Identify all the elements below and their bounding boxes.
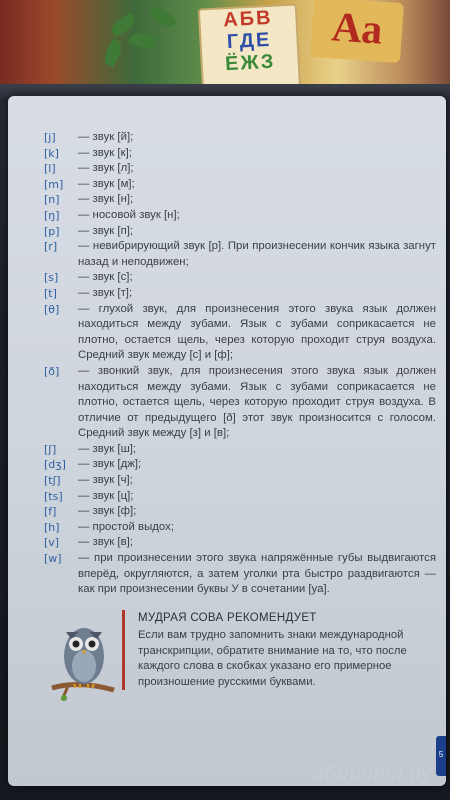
transcription-symbol: [f] <box>44 505 57 519</box>
sound-description: — звук [м]; <box>78 177 135 190</box>
book-page <box>8 96 446 786</box>
book-cover-illustration <box>0 0 450 92</box>
transcription-symbol: [r] <box>44 240 58 254</box>
sound-description: — невибрирующий звук [р]. При произнесении кончик языка загнут назад и неподвижен; <box>78 240 436 268</box>
list-item <box>44 504 436 520</box>
page-edge-label: 5 <box>438 750 444 759</box>
owl-icon <box>48 610 118 702</box>
list-item <box>44 146 436 162</box>
transcription-symbol: [p] <box>44 224 60 238</box>
transcription-symbol: [θ] <box>44 302 60 316</box>
alphabet-row: АБВ <box>222 6 274 32</box>
list-item <box>44 208 436 224</box>
transcription-symbol: [tʃ] <box>44 474 61 488</box>
sound-description: — звук [в]; <box>78 536 133 549</box>
sound-description: — звук [т]; <box>78 286 133 299</box>
list-item <box>44 520 436 536</box>
transcription-list <box>44 130 436 598</box>
sound-description: — звук [ц]; <box>78 489 134 502</box>
transcription-symbol: [ð] <box>44 364 60 378</box>
list-item <box>44 489 436 505</box>
sound-description: — звонкий звук, для произнесения этого звука язык должен находиться между зубами. Язык с зубами соприкасается не плотно, остается щель, через которую проходит струя воздуха. В отличие от предыдущего [ð] этот звук произносится с голосом. Средний звук между [з] и [в]; <box>78 364 436 440</box>
sound-description: — звук [п]; <box>78 224 134 237</box>
transcription-symbol: [w] <box>44 552 62 566</box>
list-item <box>44 270 436 286</box>
sound-description: — носовой звук [н]; <box>78 208 180 221</box>
list-item <box>44 239 436 270</box>
sound-description: — звук [с]; <box>78 271 133 284</box>
big-letters-card <box>310 0 404 63</box>
transcription-symbol: [m] <box>44 177 64 191</box>
sound-description: — простой выдох; <box>78 520 174 533</box>
sound-description: — звук [л]; <box>78 162 134 175</box>
transcription-symbol: [l] <box>44 162 56 176</box>
sound-description: — звук [ф]; <box>78 505 137 518</box>
sound-description: — звук [ч]; <box>78 474 133 487</box>
alphabet-row: ГДЕ <box>226 28 272 54</box>
list-item <box>44 457 436 473</box>
transcription-symbol: [t] <box>44 286 57 300</box>
list-item <box>44 224 436 240</box>
transcription-symbol: [ŋ] <box>44 208 60 222</box>
transcription-symbol: [j] <box>44 131 56 144</box>
list-item <box>44 192 436 208</box>
transcription-symbol: [dʒ] <box>44 458 66 472</box>
tip-title: МУДРАЯ СОВА РЕКОМЕНДУЕТ <box>138 612 317 624</box>
transcription-symbol: [h] <box>44 520 60 534</box>
list-item <box>44 535 436 551</box>
tip-accent-bar <box>122 610 125 690</box>
transcription-symbol: [v] <box>44 536 60 550</box>
transcription-symbol: [k] <box>44 146 59 160</box>
alphabet-card <box>198 3 301 92</box>
page-edge-tab <box>436 736 446 776</box>
sound-description: — звук [к]; <box>78 146 132 159</box>
transcription-symbol: [s] <box>44 271 59 285</box>
alphabet-row: ЁЖЗ <box>224 50 276 76</box>
list-item <box>44 442 436 458</box>
sound-description: — звук [ш]; <box>78 442 137 455</box>
transcription-symbol: [ts] <box>44 489 63 503</box>
transcription-symbol: [n] <box>44 193 60 207</box>
list-item <box>44 161 436 177</box>
sound-description: — при произнесении этого звука напряжённые губы выдвигаются вперёд, округляются, а затем уголки рта быстро раздвигаются — как при произнесении буквы У в сочетании [уа]. <box>78 552 436 596</box>
watermark: абиринт.ру <box>312 762 432 785</box>
sound-description: — глухой звук, для произнесения этого звука язык должен находиться между зубами. Язык с зубами соприкасается не плотно, остается щель, через которую проходит струя воздуха. Средний звук между [с] и [ф]; <box>78 302 436 362</box>
list-item <box>44 177 436 193</box>
sound-description: — звук [н]; <box>78 193 134 206</box>
list-item <box>44 130 436 146</box>
sound-description: — звук [дж]; <box>78 458 142 471</box>
sound-description: — звук [й]; <box>78 131 134 143</box>
list-item <box>44 473 436 489</box>
owl-tip-box <box>36 606 436 716</box>
transcription-symbol: [ʃ] <box>44 442 57 456</box>
list-item <box>44 551 436 598</box>
tip-text: Если вам трудно запомнить знаки международной транскрипции, обратите внимание на то, что после каждого слова в скобках указано его примерное произношение русскими буквами. <box>138 629 407 688</box>
list-item <box>44 302 436 364</box>
list-item <box>44 364 436 442</box>
big-letters: Аа <box>330 4 385 54</box>
list-item <box>44 286 436 302</box>
